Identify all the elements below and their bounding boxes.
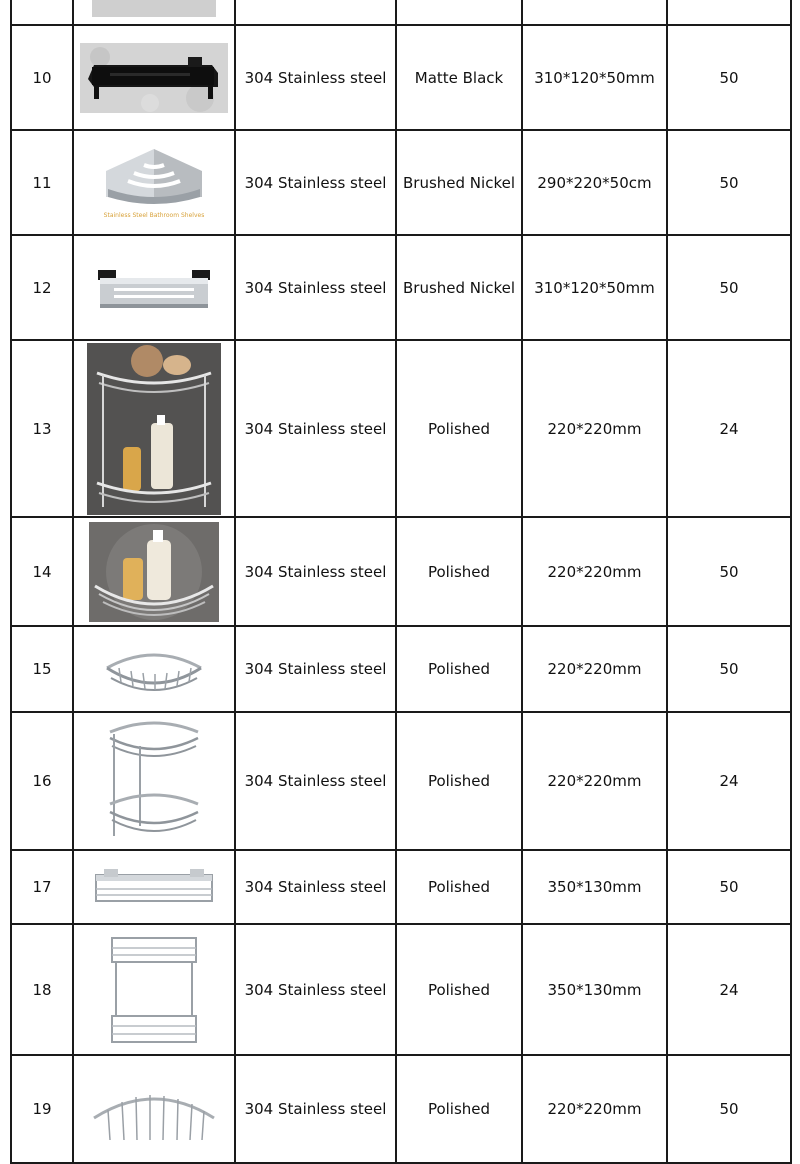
quantity-cell xyxy=(667,0,791,25)
table-row xyxy=(11,712,791,850)
double-rect-wire-basket-photo xyxy=(104,930,204,1050)
quantity-cell: 50 xyxy=(667,130,791,235)
table-row xyxy=(11,340,791,517)
double-corner-basket-photo xyxy=(87,343,221,515)
table-row xyxy=(11,924,791,1055)
finish-cell: Brushed Nickel xyxy=(396,130,522,235)
material-cell: 304 Stainless steel xyxy=(235,25,396,130)
item-number-cell: 19 xyxy=(11,1055,73,1163)
black-shelf-photo xyxy=(80,43,228,113)
product-image-cell xyxy=(73,235,235,340)
rect-wire-basket-photo xyxy=(90,863,218,911)
material-cell: 304 Stainless steel xyxy=(235,626,396,712)
size-cell: 220*220mm xyxy=(522,340,667,517)
material-cell: 304 Stainless steel xyxy=(235,517,396,626)
size-cell: 220*220mm xyxy=(522,712,667,850)
product-table xyxy=(10,0,792,1164)
size-cell: 290*220*50cm xyxy=(522,130,667,235)
size-cell: 350*130mm xyxy=(522,924,667,1055)
corner-wire-basket-photo xyxy=(99,638,209,700)
quantity-cell: 50 xyxy=(667,850,791,924)
finish-cell: Matte Black xyxy=(396,25,522,130)
product-image-cell xyxy=(73,0,235,25)
product-image-cell xyxy=(73,924,235,1055)
material-cell xyxy=(235,0,396,25)
product-image-cell xyxy=(73,130,235,235)
finish-cell: Brushed Nickel xyxy=(396,235,522,340)
quantity-cell: 50 xyxy=(667,25,791,130)
caption-text: Stainless Steel Bathroom Shelves xyxy=(103,211,205,219)
table-row xyxy=(11,235,791,340)
size-cell: 350*130mm xyxy=(522,850,667,924)
table-row xyxy=(11,25,791,130)
item-number-cell: 18 xyxy=(11,924,73,1055)
product-image-cell xyxy=(73,340,235,517)
table-row xyxy=(11,1055,791,1163)
rect-shelf-photo xyxy=(90,260,218,316)
table-row xyxy=(11,517,791,626)
table-row xyxy=(11,626,791,712)
table-row xyxy=(11,130,791,235)
item-number-cell: 14 xyxy=(11,517,73,626)
quantity-cell: 50 xyxy=(667,235,791,340)
item-number-cell xyxy=(11,0,73,25)
quantity-cell: 24 xyxy=(667,924,791,1055)
finish-cell: Polished xyxy=(396,850,522,924)
corner-basket-in-use-photo xyxy=(89,522,219,622)
material-cell: 304 Stainless steel xyxy=(235,1055,396,1163)
quantity-cell: 50 xyxy=(667,626,791,712)
finish-cell: Polished xyxy=(396,517,522,626)
material-cell: 304 Stainless steel xyxy=(235,130,396,235)
material-cell: 304 Stainless steel xyxy=(235,924,396,1055)
product-image-cell xyxy=(73,850,235,924)
item-number-cell: 16 xyxy=(11,712,73,850)
material-cell: 304 Stainless steel xyxy=(235,340,396,517)
table-row xyxy=(11,850,791,924)
finish-cell xyxy=(396,0,522,25)
item-number-cell: 17 xyxy=(11,850,73,924)
product-image-cell xyxy=(73,25,235,130)
size-cell xyxy=(522,0,667,25)
quantity-cell: 50 xyxy=(667,1055,791,1163)
product-image-cell xyxy=(73,1055,235,1163)
corner-wire-basket-photo xyxy=(88,1078,220,1140)
item-number-cell: 10 xyxy=(11,25,73,130)
item-number-cell: 13 xyxy=(11,340,73,517)
item-number-cell: 11 xyxy=(11,130,73,235)
size-cell: 220*220mm xyxy=(522,626,667,712)
product-image-cell xyxy=(73,626,235,712)
finish-cell: Polished xyxy=(396,340,522,517)
item-number-cell: 12 xyxy=(11,235,73,340)
material-cell: 304 Stainless steel xyxy=(235,850,396,924)
quantity-cell: 24 xyxy=(667,712,791,850)
size-cell: 220*220mm xyxy=(522,517,667,626)
finish-cell: Polished xyxy=(396,626,522,712)
quantity-cell: 50 xyxy=(667,517,791,626)
finish-cell: Polished xyxy=(396,1055,522,1163)
material-cell: 304 Stainless steel xyxy=(235,235,396,340)
size-cell: 310*120*50mm xyxy=(522,25,667,130)
quantity-cell: 24 xyxy=(667,340,791,517)
finish-cell: Polished xyxy=(396,712,522,850)
corner-shelf-photo xyxy=(94,143,214,223)
product-image-cell xyxy=(73,517,235,626)
shelf-tray-icon xyxy=(92,0,216,17)
table-row xyxy=(11,0,791,25)
double-corner-wire-basket-photo xyxy=(104,716,204,846)
material-cell: 304 Stainless steel xyxy=(235,712,396,850)
item-number-cell: 15 xyxy=(11,626,73,712)
size-cell: 310*120*50mm xyxy=(522,235,667,340)
product-image-cell xyxy=(73,712,235,850)
finish-cell: Polished xyxy=(396,924,522,1055)
size-cell: 220*220mm xyxy=(522,1055,667,1163)
